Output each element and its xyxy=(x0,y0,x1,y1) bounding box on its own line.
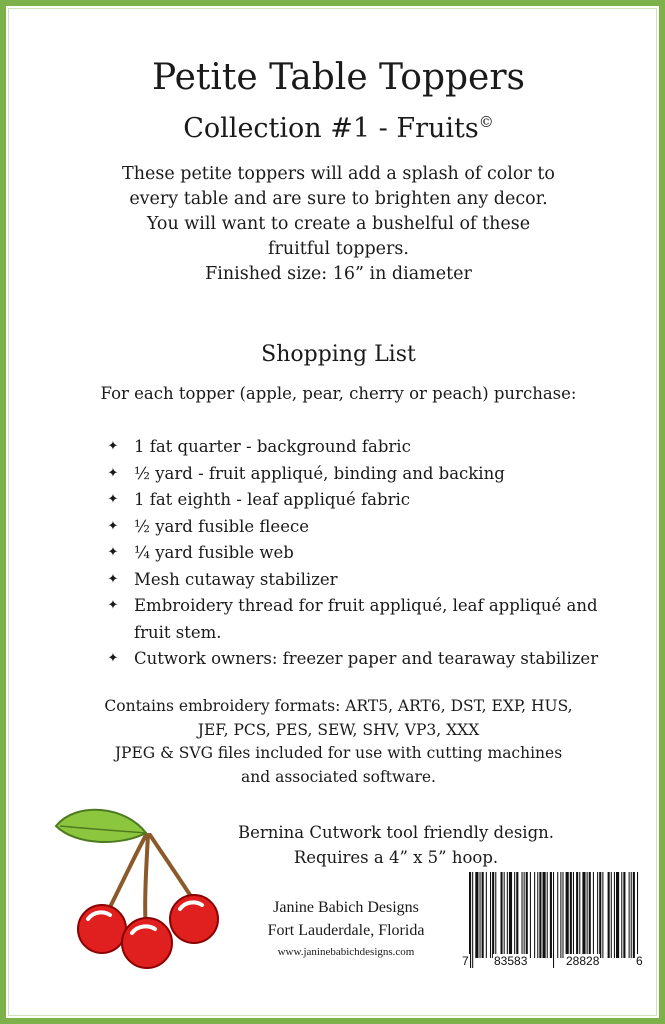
formats-line: and associated software. xyxy=(241,767,436,786)
barcode-bar xyxy=(557,872,558,958)
barcode-bar xyxy=(629,872,630,958)
barcode-digit-left: 7 xyxy=(462,954,469,968)
barcode-bar xyxy=(475,872,478,958)
barcode-bar xyxy=(623,872,625,958)
barcode-bar xyxy=(526,872,528,958)
barcode-bar xyxy=(560,872,561,958)
company-url: www.janinebabichdesigns.com xyxy=(277,946,415,958)
barcode-bar xyxy=(501,872,503,958)
barcode-bar xyxy=(633,872,635,958)
barcode-bar xyxy=(576,872,578,958)
bernina-line: Bernina Cutwork tool friendly design. xyxy=(237,823,555,842)
list-item-text: 1 fat quarter - background fabric xyxy=(134,437,411,456)
cherry xyxy=(170,895,218,943)
intro-line: fruitful toppers. xyxy=(268,239,409,259)
four-point-star-icon: ✦ xyxy=(107,598,119,613)
barcode-bar xyxy=(516,872,518,958)
barcode-bar xyxy=(589,872,591,958)
barcode-bar xyxy=(547,872,548,958)
barcode-bar xyxy=(507,872,508,958)
finished-size: Finished size: 16” in diameter xyxy=(205,264,472,284)
barcode-bar xyxy=(570,872,572,958)
barcode-bar xyxy=(608,872,610,958)
four-point-star-icon: ✦ xyxy=(107,439,119,454)
barcode-bar xyxy=(537,872,538,958)
four-point-star-icon: ✦ xyxy=(107,518,119,534)
barcode-bar xyxy=(530,872,531,958)
barcode-bar xyxy=(553,872,554,968)
barcode-group-1: 83583 xyxy=(494,954,528,968)
subtitle-text: Collection #1 - Fruits xyxy=(183,113,479,144)
barcode-bar xyxy=(522,872,523,958)
four-point-star-icon: ✦ xyxy=(107,571,119,587)
barcode-bar xyxy=(524,872,525,958)
list-item xyxy=(106,514,606,541)
barcode-bar xyxy=(597,872,598,958)
company-name: Janine Babich Designs xyxy=(273,899,419,916)
barcode-bar xyxy=(495,872,496,958)
list-item-text: 1 fat eighth - leaf appliqué fabric xyxy=(134,490,410,509)
barcode-bar xyxy=(582,872,585,958)
barcode-bar xyxy=(480,872,481,958)
barcode-bar xyxy=(616,872,619,958)
purchase-note: For each topper (apple, pear, cherry or peach) purchase: xyxy=(100,384,577,403)
cherry xyxy=(122,918,172,968)
list-item-text: ½ yard - fruit appliqué, binding and backing xyxy=(134,463,505,483)
leaf-icon xyxy=(56,810,146,842)
four-point-star-icon: ✦ xyxy=(107,545,119,560)
barcode-bar xyxy=(621,872,622,958)
barcode-bar xyxy=(573,872,574,958)
barcode-bar xyxy=(490,872,491,958)
list-item-text: ¼ yard fusible web xyxy=(134,543,294,562)
list-item xyxy=(106,434,606,461)
barcode-bar xyxy=(543,872,546,958)
list-item xyxy=(106,567,606,594)
barcode-bar xyxy=(593,872,594,958)
barcode-bar xyxy=(472,872,473,968)
cherry xyxy=(78,905,126,953)
intro-line: every table and are sure to brighten any decor. xyxy=(129,189,548,209)
barcode-bar xyxy=(539,872,541,958)
barcode-bar xyxy=(614,872,615,958)
barcode-bar xyxy=(492,872,494,958)
barcode-bar xyxy=(631,872,632,958)
barcode-bar xyxy=(486,872,487,958)
four-point-star-icon: ✦ xyxy=(107,651,119,666)
barcode-bar xyxy=(611,872,612,958)
list-item-text: fruit stem. xyxy=(134,622,222,642)
barcode-bar xyxy=(579,872,580,958)
list-item xyxy=(106,593,606,620)
barcode-bar xyxy=(562,872,563,958)
formats-block xyxy=(6,695,665,789)
list-item-text: ½ yard fusible fleece xyxy=(134,516,309,536)
shopping-list-heading: Shopping List xyxy=(261,342,416,367)
barcode-bar xyxy=(602,872,603,958)
formats-line: Contains embroidery formats: ART5, ART6, DST, EXP, HUS, xyxy=(104,697,573,715)
barcode-group-2: 28828 xyxy=(566,954,600,968)
page-title: Petite Table Toppers xyxy=(151,57,526,98)
list-item xyxy=(106,540,606,567)
hoop-size: Requires a 4” x 5” hoop. xyxy=(293,848,499,867)
list-item-text: Mesh cutaway stabilizer xyxy=(134,569,338,589)
shopping-list xyxy=(106,434,606,673)
four-point-star-icon: ✦ xyxy=(107,465,119,481)
barcode-bar xyxy=(504,872,505,958)
list-item-text: Cutwork owners: freezer paper and tearaway stabilizer xyxy=(134,649,599,668)
barcode-bar xyxy=(550,872,552,958)
cherries-icon xyxy=(46,801,236,981)
four-point-star-icon: ✦ xyxy=(107,492,119,507)
formats-line: JEF, PCS, PES, SEW, SHV, VP3, XXX xyxy=(197,720,480,739)
intro-line: You will want to create a bushelful of these xyxy=(146,214,531,234)
barcode-bar xyxy=(509,872,512,958)
barcode-bar xyxy=(599,872,601,958)
formats-line: JPEG & SVG files included for use with cutting machines xyxy=(114,744,563,762)
intro-line: These petite toppers will add a splash of color to xyxy=(122,164,555,184)
barcode-bar xyxy=(482,872,484,958)
barcode-digit-right: 6 xyxy=(636,954,643,968)
page-subtitle xyxy=(6,112,665,146)
list-item xyxy=(106,646,606,673)
barcode-bar xyxy=(566,872,569,958)
intro-paragraph xyxy=(6,162,665,287)
list-item-text: Embroidery thread for fruit appliqué, leaf appliqué and xyxy=(134,596,598,615)
barcode-bar xyxy=(587,872,588,958)
barcode-bar xyxy=(514,872,515,958)
list-item-continuation xyxy=(106,620,606,647)
barcode-icon xyxy=(461,872,646,972)
list-item xyxy=(106,487,606,514)
company-location: Fort Lauderdale, Florida xyxy=(267,922,425,939)
barcode-bar xyxy=(534,872,535,958)
list-item xyxy=(106,461,606,488)
copyright-mark: © xyxy=(478,113,494,131)
